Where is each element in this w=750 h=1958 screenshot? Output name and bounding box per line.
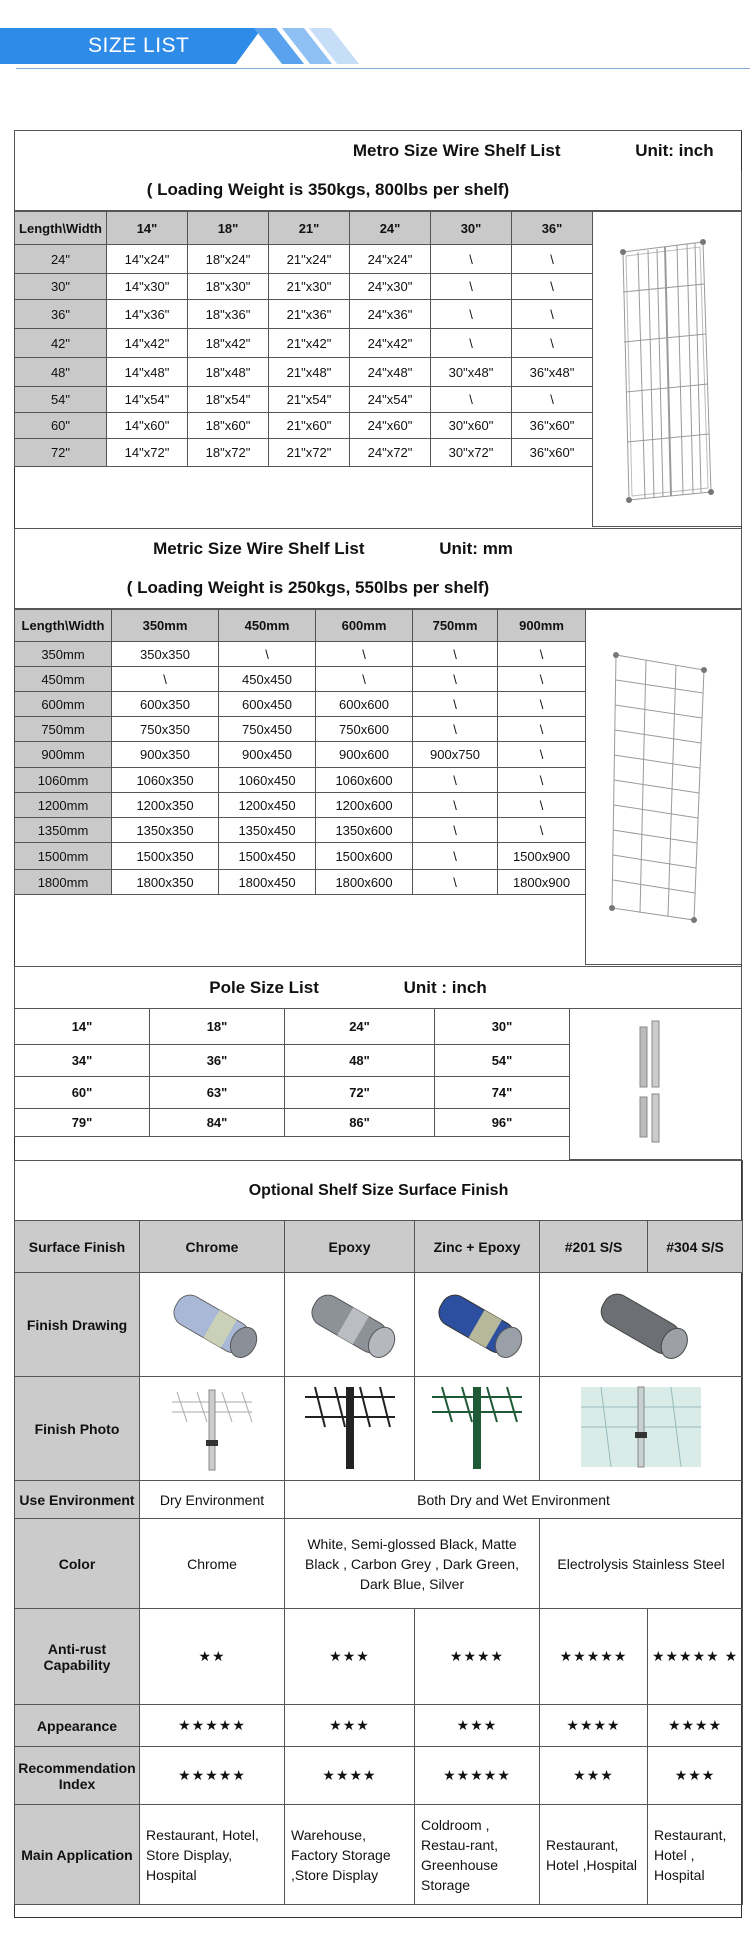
table-cell: 36" — [15, 300, 107, 329]
table-cell: \ — [112, 667, 219, 692]
table-cell: 600x450 — [219, 692, 316, 717]
metro-title: Metro Size Wire Shelf List — [352, 140, 561, 160]
table-cell: 48" — [285, 1045, 435, 1077]
header-divider — [16, 68, 750, 69]
recommendation-value: ★★★★★ — [415, 1747, 540, 1805]
finish-drawing-label: Finish Drawing — [15, 1273, 140, 1377]
table-cell: 14"x72" — [107, 439, 188, 467]
table-cell: \ — [431, 300, 512, 329]
table-cell: 450mm — [15, 667, 112, 692]
chrome-environment: Dry Environment — [140, 1481, 285, 1519]
table-row — [15, 793, 586, 818]
table-cell: 1350mm — [15, 818, 112, 843]
epoxy-color: White, Semi-glossed Black, Matte Black , Carbon Grey , Dark Green, Dark Blue, Silver — [285, 1519, 540, 1609]
appearance-value: ★★★★ — [540, 1705, 648, 1747]
epoxy-shelf-photo — [300, 1382, 400, 1472]
pole-icon — [570, 1009, 741, 1159]
chrome-shelf-photo — [162, 1382, 262, 1472]
table-row — [15, 1009, 570, 1045]
epoxy-drawing — [285, 1273, 415, 1377]
pole-title: Pole Size List — [209, 977, 319, 997]
table-cell: 18"x24" — [188, 245, 269, 274]
table-cell: \ — [413, 870, 498, 895]
table-row — [15, 1045, 570, 1077]
recommendation-value: ★★★ — [540, 1747, 648, 1805]
table-cell: \ — [413, 768, 498, 793]
antirust-value: ★★★ — [285, 1609, 415, 1705]
table-row — [15, 742, 586, 768]
table-cell: \ — [413, 843, 498, 870]
table-cell: 30"x72" — [431, 439, 512, 467]
table-cell: 900x350 — [112, 742, 219, 768]
table-cell: 84" — [150, 1109, 285, 1137]
table-cell: \ — [431, 387, 512, 413]
table-cell: \ — [413, 818, 498, 843]
table-cell: \ — [498, 768, 586, 793]
table-cell: 600x600 — [316, 692, 413, 717]
table-cell: 24"x60" — [350, 413, 431, 439]
table-cell: 24"x30" — [350, 274, 431, 300]
column-header: 18" — [188, 212, 269, 245]
table-cell: 1500x600 — [316, 843, 413, 870]
chrome-rod-icon — [157, 1283, 267, 1363]
table-cell: 900x450 — [219, 742, 316, 768]
table-cell: 18"x42" — [188, 329, 269, 358]
table-cell: 1060x350 — [112, 768, 219, 793]
recommendation-value: ★★★★★ — [140, 1747, 285, 1805]
table-cell: \ — [498, 742, 586, 768]
finish-table — [14, 1160, 743, 1905]
pole-unit: Unit : inch — [403, 977, 487, 997]
pole-table — [14, 1008, 570, 1137]
column-header: 24" — [350, 212, 431, 245]
table-row — [15, 717, 586, 742]
zinc-epoxy-photo — [415, 1377, 540, 1481]
table-cell: 18"x48" — [188, 358, 269, 387]
table-cell: 72" — [285, 1077, 435, 1109]
pole-section — [14, 966, 742, 1130]
epoxy-rod-icon — [295, 1283, 405, 1363]
stainless-shelf-photo — [576, 1382, 706, 1472]
table-cell: 600mm — [15, 692, 112, 717]
table-cell: 1500mm — [15, 843, 112, 870]
column-header: Length\Width — [15, 212, 107, 245]
use-environment-label: Use Environment — [15, 1481, 140, 1519]
recommendation-value: ★★★ — [648, 1747, 743, 1805]
table-cell: 600x350 — [112, 692, 219, 717]
metro-shelf-image — [592, 211, 742, 527]
finish-section — [14, 1160, 743, 1905]
table-cell: 14"x54" — [107, 387, 188, 413]
table-cell: 86" — [285, 1109, 435, 1137]
finish-header-cell: Epoxy — [285, 1221, 415, 1273]
table-cell: 24"x48" — [350, 358, 431, 387]
table-cell: \ — [413, 692, 498, 717]
table-cell: 34" — [15, 1045, 150, 1077]
section-header — [0, 0, 750, 70]
table-row — [15, 439, 593, 467]
metric-section — [14, 528, 742, 890]
metro-loading: ( Loading Weight is 350kgs, 800lbs per shelf) — [146, 180, 510, 200]
table-cell: \ — [431, 274, 512, 300]
table-cell: 1800x900 — [498, 870, 586, 895]
finish-header-cell: Chrome — [140, 1221, 285, 1273]
table-cell: \ — [512, 387, 593, 413]
column-header: 36" — [512, 212, 593, 245]
table-cell: 18"x54" — [188, 387, 269, 413]
table-cell: \ — [498, 667, 586, 692]
table-cell: 54" — [435, 1045, 570, 1077]
table-cell: 750x450 — [219, 717, 316, 742]
table-cell: 74" — [435, 1077, 570, 1109]
table-cell: \ — [512, 300, 593, 329]
table-cell: 30" — [15, 274, 107, 300]
finish-header-cell: #304 S/S — [648, 1221, 743, 1273]
stainless-rod-icon — [581, 1283, 701, 1363]
table-row — [15, 387, 593, 413]
table-header-row — [15, 212, 593, 245]
table-cell: \ — [431, 329, 512, 358]
table-cell: 14"x36" — [107, 300, 188, 329]
table-cell: 30" — [435, 1009, 570, 1045]
table-cell: 1200x600 — [316, 793, 413, 818]
table-cell: 14" — [15, 1009, 150, 1045]
table-cell: \ — [498, 692, 586, 717]
table-cell: 1060mm — [15, 768, 112, 793]
wire-shelf-icon — [593, 212, 741, 526]
table-cell: 750x350 — [112, 717, 219, 742]
table-cell: 24"x42" — [350, 329, 431, 358]
table-cell: 96" — [435, 1109, 570, 1137]
table-cell: 14"x60" — [107, 413, 188, 439]
appearance-label: Appearance — [15, 1705, 140, 1747]
table-row — [15, 245, 593, 274]
table-row — [15, 818, 586, 843]
table-row — [15, 1109, 570, 1137]
table-cell: 1500x350 — [112, 843, 219, 870]
table-cell: 14"x24" — [107, 245, 188, 274]
zinc-epoxy-drawing — [415, 1273, 540, 1377]
table-row — [15, 329, 593, 358]
table-cell: \ — [498, 717, 586, 742]
table-row — [15, 870, 586, 895]
table-cell: 18"x30" — [188, 274, 269, 300]
table-cell: 14"x48" — [107, 358, 188, 387]
epoxy-photo — [285, 1377, 415, 1481]
table-cell: 21"x30" — [269, 274, 350, 300]
table-cell: 24" — [15, 245, 107, 274]
table-cell: \ — [219, 642, 316, 667]
table-cell: 1350x600 — [316, 818, 413, 843]
column-header: 450mm — [219, 610, 316, 642]
pole-image — [569, 1008, 742, 1160]
column-header: 14" — [107, 212, 188, 245]
table-cell: \ — [316, 642, 413, 667]
column-header: 750mm — [413, 610, 498, 642]
table-row — [15, 768, 586, 793]
table-cell: \ — [498, 793, 586, 818]
table-cell: 1800x600 — [316, 870, 413, 895]
color-label: Color — [15, 1519, 140, 1609]
table-cell: 1200x450 — [219, 793, 316, 818]
table-cell: 1060x450 — [219, 768, 316, 793]
table-row — [15, 274, 593, 300]
table-cell: 30"x60" — [431, 413, 512, 439]
table-cell: \ — [512, 329, 593, 358]
column-header: 900mm — [498, 610, 586, 642]
table-cell: 30"x48" — [431, 358, 512, 387]
table-cell: 750mm — [15, 717, 112, 742]
appearance-value: ★★★ — [285, 1705, 415, 1747]
table-cell: 21"x48" — [269, 358, 350, 387]
metro-section — [14, 130, 742, 460]
table-cell: 1350x350 — [112, 818, 219, 843]
table-cell: 24"x36" — [350, 300, 431, 329]
metric-loading: ( Loading Weight is 250kgs, 550lbs per shelf) — [126, 578, 490, 598]
table-row — [15, 300, 593, 329]
finish-header-cell: #201 S/S — [540, 1221, 648, 1273]
table-row — [15, 667, 586, 692]
column-header: 30" — [431, 212, 512, 245]
table-cell: 21"x24" — [269, 245, 350, 274]
table-header-row — [15, 610, 586, 642]
zinc-epoxy-rod-icon — [422, 1283, 532, 1363]
table-cell: \ — [413, 793, 498, 818]
table-row — [15, 1077, 570, 1109]
metric-shelf-image — [585, 609, 742, 965]
chrome-drawing — [140, 1273, 285, 1377]
table-row — [15, 413, 593, 439]
finish-header-cell: Zinc + Epoxy — [415, 1221, 540, 1273]
table-cell: 79" — [15, 1109, 150, 1137]
recommendation-label: Recommendation Index — [15, 1747, 140, 1805]
table-cell: \ — [413, 642, 498, 667]
table-cell: 1800x350 — [112, 870, 219, 895]
metric-title: Metric Size Wire Shelf List — [153, 538, 365, 558]
application-value: Restaurant, Hotel ,Hospital — [540, 1805, 648, 1905]
metric-unit: Unit: mm — [439, 538, 513, 558]
table-cell: 36"x60" — [512, 413, 593, 439]
table-cell: 1500x900 — [498, 843, 586, 870]
table-cell: 900mm — [15, 742, 112, 768]
metro-table — [14, 211, 593, 467]
application-value: Warehouse, Factory Storage ,Store Display — [285, 1805, 415, 1905]
table-cell: 21"x36" — [269, 300, 350, 329]
table-cell: \ — [413, 717, 498, 742]
table-cell: \ — [316, 667, 413, 692]
table-cell: 1200x350 — [112, 793, 219, 818]
table-cell: 21"x72" — [269, 439, 350, 467]
table-cell: \ — [512, 274, 593, 300]
table-cell: 42" — [15, 329, 107, 358]
table-cell: \ — [498, 642, 586, 667]
table-cell: 72" — [15, 439, 107, 467]
finish-title: Optional Shelf Size Surface Finish — [15, 1161, 743, 1221]
table-cell: \ — [498, 818, 586, 843]
table-cell: 1200mm — [15, 793, 112, 818]
stainless-color: Electrolysis Stainless Steel — [540, 1519, 743, 1609]
column-header: 21" — [269, 212, 350, 245]
table-cell: 24"x54" — [350, 387, 431, 413]
table-cell: 18" — [150, 1009, 285, 1045]
appearance-value: ★★★★ — [648, 1705, 743, 1747]
chrome-color: Chrome — [140, 1519, 285, 1609]
antirust-label: Anti-rust Capability — [15, 1609, 140, 1705]
stainless-photo — [540, 1377, 743, 1481]
table-cell: 900x750 — [413, 742, 498, 768]
antirust-value: ★★★★★ ★ — [648, 1609, 743, 1705]
table-cell: 350x350 — [112, 642, 219, 667]
column-header: 600mm — [316, 610, 413, 642]
column-header: 350mm — [112, 610, 219, 642]
metro-unit: Unit: inch — [635, 140, 714, 160]
table-cell: 24"x24" — [350, 245, 431, 274]
table-cell: 60" — [15, 1077, 150, 1109]
metric-table — [14, 609, 586, 895]
recommendation-value: ★★★★ — [285, 1747, 415, 1805]
table-cell: 24" — [285, 1009, 435, 1045]
wire-shelf-icon — [586, 610, 741, 964]
table-cell: 21"x54" — [269, 387, 350, 413]
antirust-value: ★★★★★ — [540, 1609, 648, 1705]
table-cell: 900x600 — [316, 742, 413, 768]
table-cell: 48" — [15, 358, 107, 387]
table-cell: 36"x60" — [512, 439, 593, 467]
appearance-value: ★★★ — [415, 1705, 540, 1747]
zinc-epoxy-shelf-photo — [427, 1382, 527, 1472]
other-environment: Both Dry and Wet Environment — [285, 1481, 743, 1519]
table-cell: 14"x30" — [107, 274, 188, 300]
table-cell: 21"x60" — [269, 413, 350, 439]
table-cell: 1060x600 — [316, 768, 413, 793]
table-cell: 750x600 — [316, 717, 413, 742]
table-cell: 18"x60" — [188, 413, 269, 439]
table-cell: 54" — [15, 387, 107, 413]
antirust-value: ★★★★ — [415, 1609, 540, 1705]
column-header: Length\Width — [15, 610, 112, 642]
table-cell: \ — [413, 667, 498, 692]
table-cell: 1800mm — [15, 870, 112, 895]
table-cell: 450x450 — [219, 667, 316, 692]
table-cell: 18"x36" — [188, 300, 269, 329]
table-cell: 36" — [150, 1045, 285, 1077]
application-label: Main Application — [15, 1805, 140, 1905]
table-cell: 1800x450 — [219, 870, 316, 895]
finish-photo-label: Finish Photo — [15, 1377, 140, 1481]
table-cell: 18"x72" — [188, 439, 269, 467]
antirust-value: ★★ — [140, 1609, 285, 1705]
application-value: Restaurant, Hotel , Hospital — [648, 1805, 743, 1905]
table-cell: 60" — [15, 413, 107, 439]
table-cell: 24"x72" — [350, 439, 431, 467]
table-cell: \ — [512, 245, 593, 274]
stainless-drawing — [540, 1273, 743, 1377]
chrome-photo — [140, 1377, 285, 1481]
page-title: SIZE LIST — [88, 34, 190, 57]
table-cell: 1350x450 — [219, 818, 316, 843]
finish-header-cell: Surface Finish — [15, 1221, 140, 1273]
table-row — [15, 358, 593, 387]
table-row — [15, 843, 586, 870]
appearance-value: ★★★★★ — [140, 1705, 285, 1747]
table-row — [15, 692, 586, 717]
application-value: Restaurant, Hotel, Store Display, Hospital — [140, 1805, 285, 1905]
table-cell: 21"x42" — [269, 329, 350, 358]
table-cell: 36"x48" — [512, 358, 593, 387]
table-cell: 350mm — [15, 642, 112, 667]
application-value: Coldroom , Restau-rant, Greenhouse Storage — [415, 1805, 540, 1905]
table-row — [15, 642, 586, 667]
table-cell: 14"x42" — [107, 329, 188, 358]
table-cell: 63" — [150, 1077, 285, 1109]
table-cell: \ — [431, 245, 512, 274]
table-cell: 1500x450 — [219, 843, 316, 870]
